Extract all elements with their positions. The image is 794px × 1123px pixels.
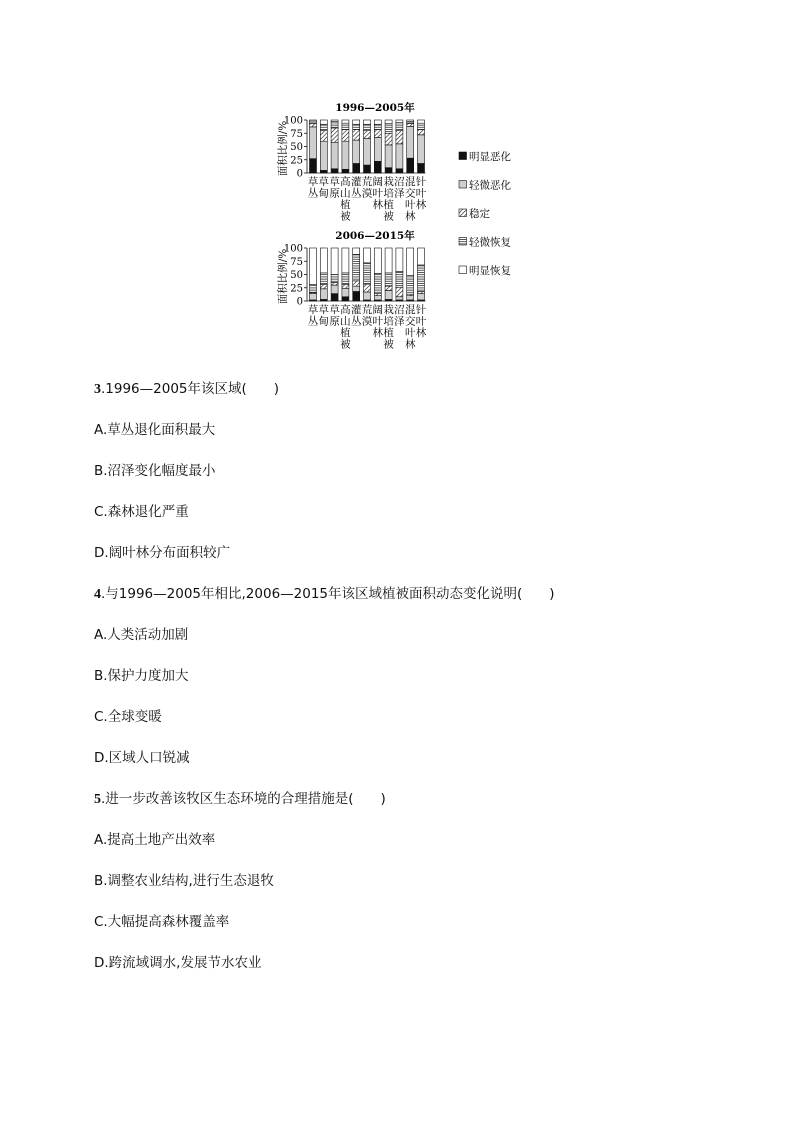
category-label: 交 (404, 315, 416, 328)
chart-title: 2006—2015年 (335, 230, 415, 242)
bar-segment (320, 248, 327, 273)
bar-segment (396, 144, 403, 169)
bar-segment (418, 120, 425, 123)
bar-segment (310, 127, 317, 159)
bar-segment (385, 290, 392, 299)
bar-segment (320, 141, 327, 170)
question-stem (94, 585, 555, 604)
category-label: 栽 (383, 304, 394, 316)
bar-segment (407, 120, 414, 122)
answer-option[interactable]: C.大幅提高森林覆盖率 (94, 914, 230, 930)
bar-segment (396, 120, 403, 123)
question-stem (94, 790, 386, 809)
bar-segment (310, 120, 317, 121)
bar-segment (320, 289, 327, 300)
bar-segment (310, 285, 317, 293)
bar-segment (407, 276, 414, 295)
category-label: 阔 (372, 176, 384, 188)
bar-segment (385, 248, 392, 273)
legend-swatch (459, 181, 467, 189)
bar-segment (310, 294, 317, 300)
category-label: 被 (340, 338, 351, 351)
bar-segment (331, 169, 338, 173)
category-label: 甸 (318, 315, 330, 328)
bar-segment (320, 285, 327, 289)
bar-segment (385, 168, 392, 173)
bar-segment (331, 120, 338, 122)
legend-swatch (459, 152, 467, 160)
bar-segment (364, 248, 371, 263)
bar-segment (374, 124, 381, 129)
chart-1 (276, 101, 427, 223)
category-label: 林 (404, 210, 416, 223)
y-tick-label: 100 (283, 115, 303, 127)
category-label: 泽 (394, 315, 405, 328)
answer-option[interactable]: B.调整农业结构,进行生态退牧 (94, 873, 274, 889)
bar-segment (342, 288, 349, 296)
category-label: 草 (318, 304, 330, 316)
question-text: .与1996—2005年相比,2006—2015年该区域植被面积动态变化说明( ) (101, 586, 555, 602)
category-label: 培 (383, 187, 394, 200)
y-tick-label: 75 (290, 256, 303, 268)
category-label: 草 (318, 176, 330, 188)
category-label: 混 (404, 304, 416, 316)
answer-option[interactable]: A.提高土地产出效率 (94, 832, 216, 848)
category-label: 丛 (307, 315, 319, 328)
bar-segment (353, 291, 360, 301)
category-label: 被 (383, 338, 394, 351)
category-label: 针 (415, 176, 427, 188)
category-label: 林 (372, 327, 384, 339)
category-label: 混 (404, 176, 416, 188)
answer-option[interactable]: D.区域人口锐减 (94, 750, 190, 766)
category-label: 针 (415, 304, 427, 316)
category-label: 高 (340, 176, 351, 188)
bar-segment (353, 248, 360, 254)
category-label: 林 (415, 199, 427, 211)
bar-segment (320, 120, 327, 124)
bar-segment (364, 165, 371, 173)
category-label: 叶 (415, 315, 427, 328)
category-label: 丛 (350, 187, 362, 200)
bar-segment (364, 263, 371, 284)
bar-segment (353, 286, 360, 291)
legend-swatch (459, 266, 467, 274)
bar-segment (374, 273, 381, 293)
y-tick-label: 100 (283, 243, 303, 255)
bar-segment (342, 273, 349, 285)
chart-2 (276, 229, 427, 351)
category-label: 阔 (372, 304, 384, 316)
bar-segment (331, 128, 338, 142)
answer-option[interactable]: D.跨流域调水,发展节水农业 (94, 955, 262, 971)
bar-segment (331, 275, 338, 283)
category-label: 被 (340, 210, 351, 223)
y-tick-label: 25 (290, 283, 303, 295)
bar-segment (364, 284, 371, 292)
category-label: 植 (383, 327, 394, 339)
category-label: 栽 (383, 176, 394, 188)
bar-segment (331, 248, 338, 275)
category-label: 灌 (350, 176, 362, 188)
category-label: 植 (340, 199, 351, 211)
category-label: 甸 (318, 187, 330, 200)
category-label: 草 (307, 304, 319, 316)
answer-option[interactable]: B.沼泽变化幅度最小 (94, 463, 216, 479)
bar-segment (342, 120, 349, 123)
category-label: 草 (329, 176, 340, 188)
legend-label: 轻微恶化 (469, 179, 511, 192)
y-tick-label: 25 (290, 155, 303, 167)
category-label: 草 (329, 304, 340, 316)
bar-segment (396, 169, 403, 173)
category-label: 漠 (361, 187, 373, 200)
bar-segment (374, 296, 381, 300)
y-axis-label: 面积比例/% (277, 120, 289, 177)
legend-swatch (459, 209, 467, 217)
chart-title: 1996—2005年 (335, 102, 415, 114)
bar-segment (407, 124, 414, 127)
bar-segment (342, 248, 349, 273)
answer-option[interactable]: D.阔叶林分布面积较广 (94, 545, 231, 561)
bar-segment (418, 163, 425, 173)
bar-segment (385, 286, 392, 290)
y-axis-label: 面积比例/% (277, 248, 289, 305)
category-label: 灌 (350, 304, 362, 316)
bar-segment (331, 142, 338, 169)
bar-segment (342, 123, 349, 129)
category-label: 泽 (394, 187, 405, 200)
bar-segment (396, 248, 403, 271)
bar-segment (353, 120, 360, 124)
bar-segment (310, 248, 317, 285)
bar-segment (310, 121, 317, 124)
bar-segment (407, 158, 414, 173)
bar-segment (418, 123, 425, 129)
bar-segment (331, 285, 338, 293)
category-label: 叶 (404, 327, 416, 339)
bar-segment (342, 285, 349, 289)
bar-segment (331, 282, 338, 285)
category-label: 沼 (394, 304, 405, 316)
bar-segment (396, 123, 403, 131)
bar-segment (353, 281, 360, 286)
category-label: 叶 (404, 199, 416, 211)
bar-segment (396, 131, 403, 144)
bar-segment (310, 159, 317, 173)
category-label: 草 (307, 176, 319, 188)
bar-segment (418, 294, 425, 300)
bar-segment (418, 265, 425, 292)
bar-segment (320, 124, 327, 130)
bar-segment (396, 297, 403, 300)
category-label: 植 (383, 199, 394, 211)
bar-segment (385, 145, 392, 168)
bar-segment (320, 131, 327, 142)
bar-segment (374, 248, 381, 273)
category-label: 林 (415, 327, 427, 339)
question-number: 4 (94, 587, 101, 602)
bar-segment (310, 124, 317, 127)
category-label: 漠 (361, 315, 373, 328)
bar-segment (342, 169, 349, 173)
bar-segment (342, 130, 349, 142)
y-tick-label: 0 (296, 168, 303, 180)
category-label: 叶 (415, 187, 427, 200)
category-label: 丛 (307, 187, 319, 200)
category-label: 林 (372, 199, 384, 211)
category-label: 高 (340, 304, 351, 316)
category-label: 山 (340, 187, 351, 200)
bar-segment (385, 133, 392, 145)
answer-option[interactable]: A.草丛退化面积最大 (94, 422, 216, 438)
category-label: 原 (329, 187, 340, 200)
legend-label: 稳定 (469, 208, 490, 220)
category-label: 叶 (372, 315, 384, 328)
bar-segment (374, 120, 381, 124)
bar-segment (385, 273, 392, 286)
legend-label: 明显恶化 (469, 151, 511, 163)
bar-segment (353, 163, 360, 173)
category-label: 沼 (394, 176, 405, 188)
bar-segment (364, 292, 371, 300)
category-label: 培 (383, 315, 394, 328)
bar-segment (407, 126, 414, 158)
bar-segment (374, 130, 381, 138)
category-label: 荒 (361, 176, 373, 188)
category-label: 丛 (350, 315, 362, 328)
question-number: 3 (94, 382, 101, 397)
bar-segment (353, 140, 360, 163)
answer-option[interactable]: C.全球变暖 (94, 709, 162, 725)
bar-segment (364, 120, 371, 124)
bar-segment (353, 130, 360, 141)
stacked-bar-charts (270, 96, 540, 358)
category-label: 原 (329, 315, 340, 328)
legend-label: 轻微恢复 (469, 236, 511, 249)
bar-segment (374, 137, 381, 161)
vegetation-change-figure (270, 96, 540, 358)
category-label: 林 (404, 338, 416, 351)
bar-segment (353, 124, 360, 129)
bar-segment (374, 294, 381, 296)
category-label: 被 (383, 210, 394, 223)
question-text: .1996—2005年该区域( ) (101, 381, 280, 397)
category-label: 植 (340, 327, 351, 339)
bar-segment (331, 122, 338, 128)
legend-label: 明显恢复 (469, 265, 511, 277)
category-label: 叶 (372, 187, 384, 200)
bar-segment (396, 287, 403, 297)
question-number: 5 (94, 792, 101, 807)
bar-segment (418, 130, 425, 135)
category-label: 交 (404, 187, 416, 200)
bar-segment (385, 124, 392, 134)
answer-option[interactable]: A.人类活动加剧 (94, 627, 189, 643)
bar-segment (364, 131, 371, 139)
question-stem (94, 380, 279, 399)
y-tick-label: 0 (296, 296, 303, 308)
bar-segment (374, 161, 381, 173)
bar-segment (342, 297, 349, 301)
category-label: 荒 (361, 304, 373, 316)
bar-segment (364, 139, 371, 166)
legend-swatch (459, 238, 467, 246)
y-tick-label: 75 (290, 128, 303, 140)
bar-segment (342, 141, 349, 169)
category-label: 山 (340, 315, 351, 328)
bar-segment (407, 122, 414, 124)
answer-option[interactable]: B.保护力度加大 (94, 668, 189, 684)
bar-segment (364, 124, 371, 130)
bar-segment (418, 291, 425, 293)
bar-segment (418, 135, 425, 164)
question-text: .进一步改善该牧区生态环境的合理措施是( ) (101, 791, 386, 807)
bar-segment (331, 294, 338, 301)
y-tick-label: 50 (290, 270, 303, 281)
answer-option[interactable]: C.森林退化严重 (94, 504, 189, 520)
bar-segment (396, 271, 403, 287)
bar-segment (353, 254, 360, 280)
bar-segment (385, 120, 392, 124)
y-tick-label: 50 (290, 142, 303, 153)
bar-segment (418, 248, 425, 265)
bar-segment (407, 248, 414, 276)
bar-segment (320, 273, 327, 285)
bar-segment (407, 296, 414, 300)
